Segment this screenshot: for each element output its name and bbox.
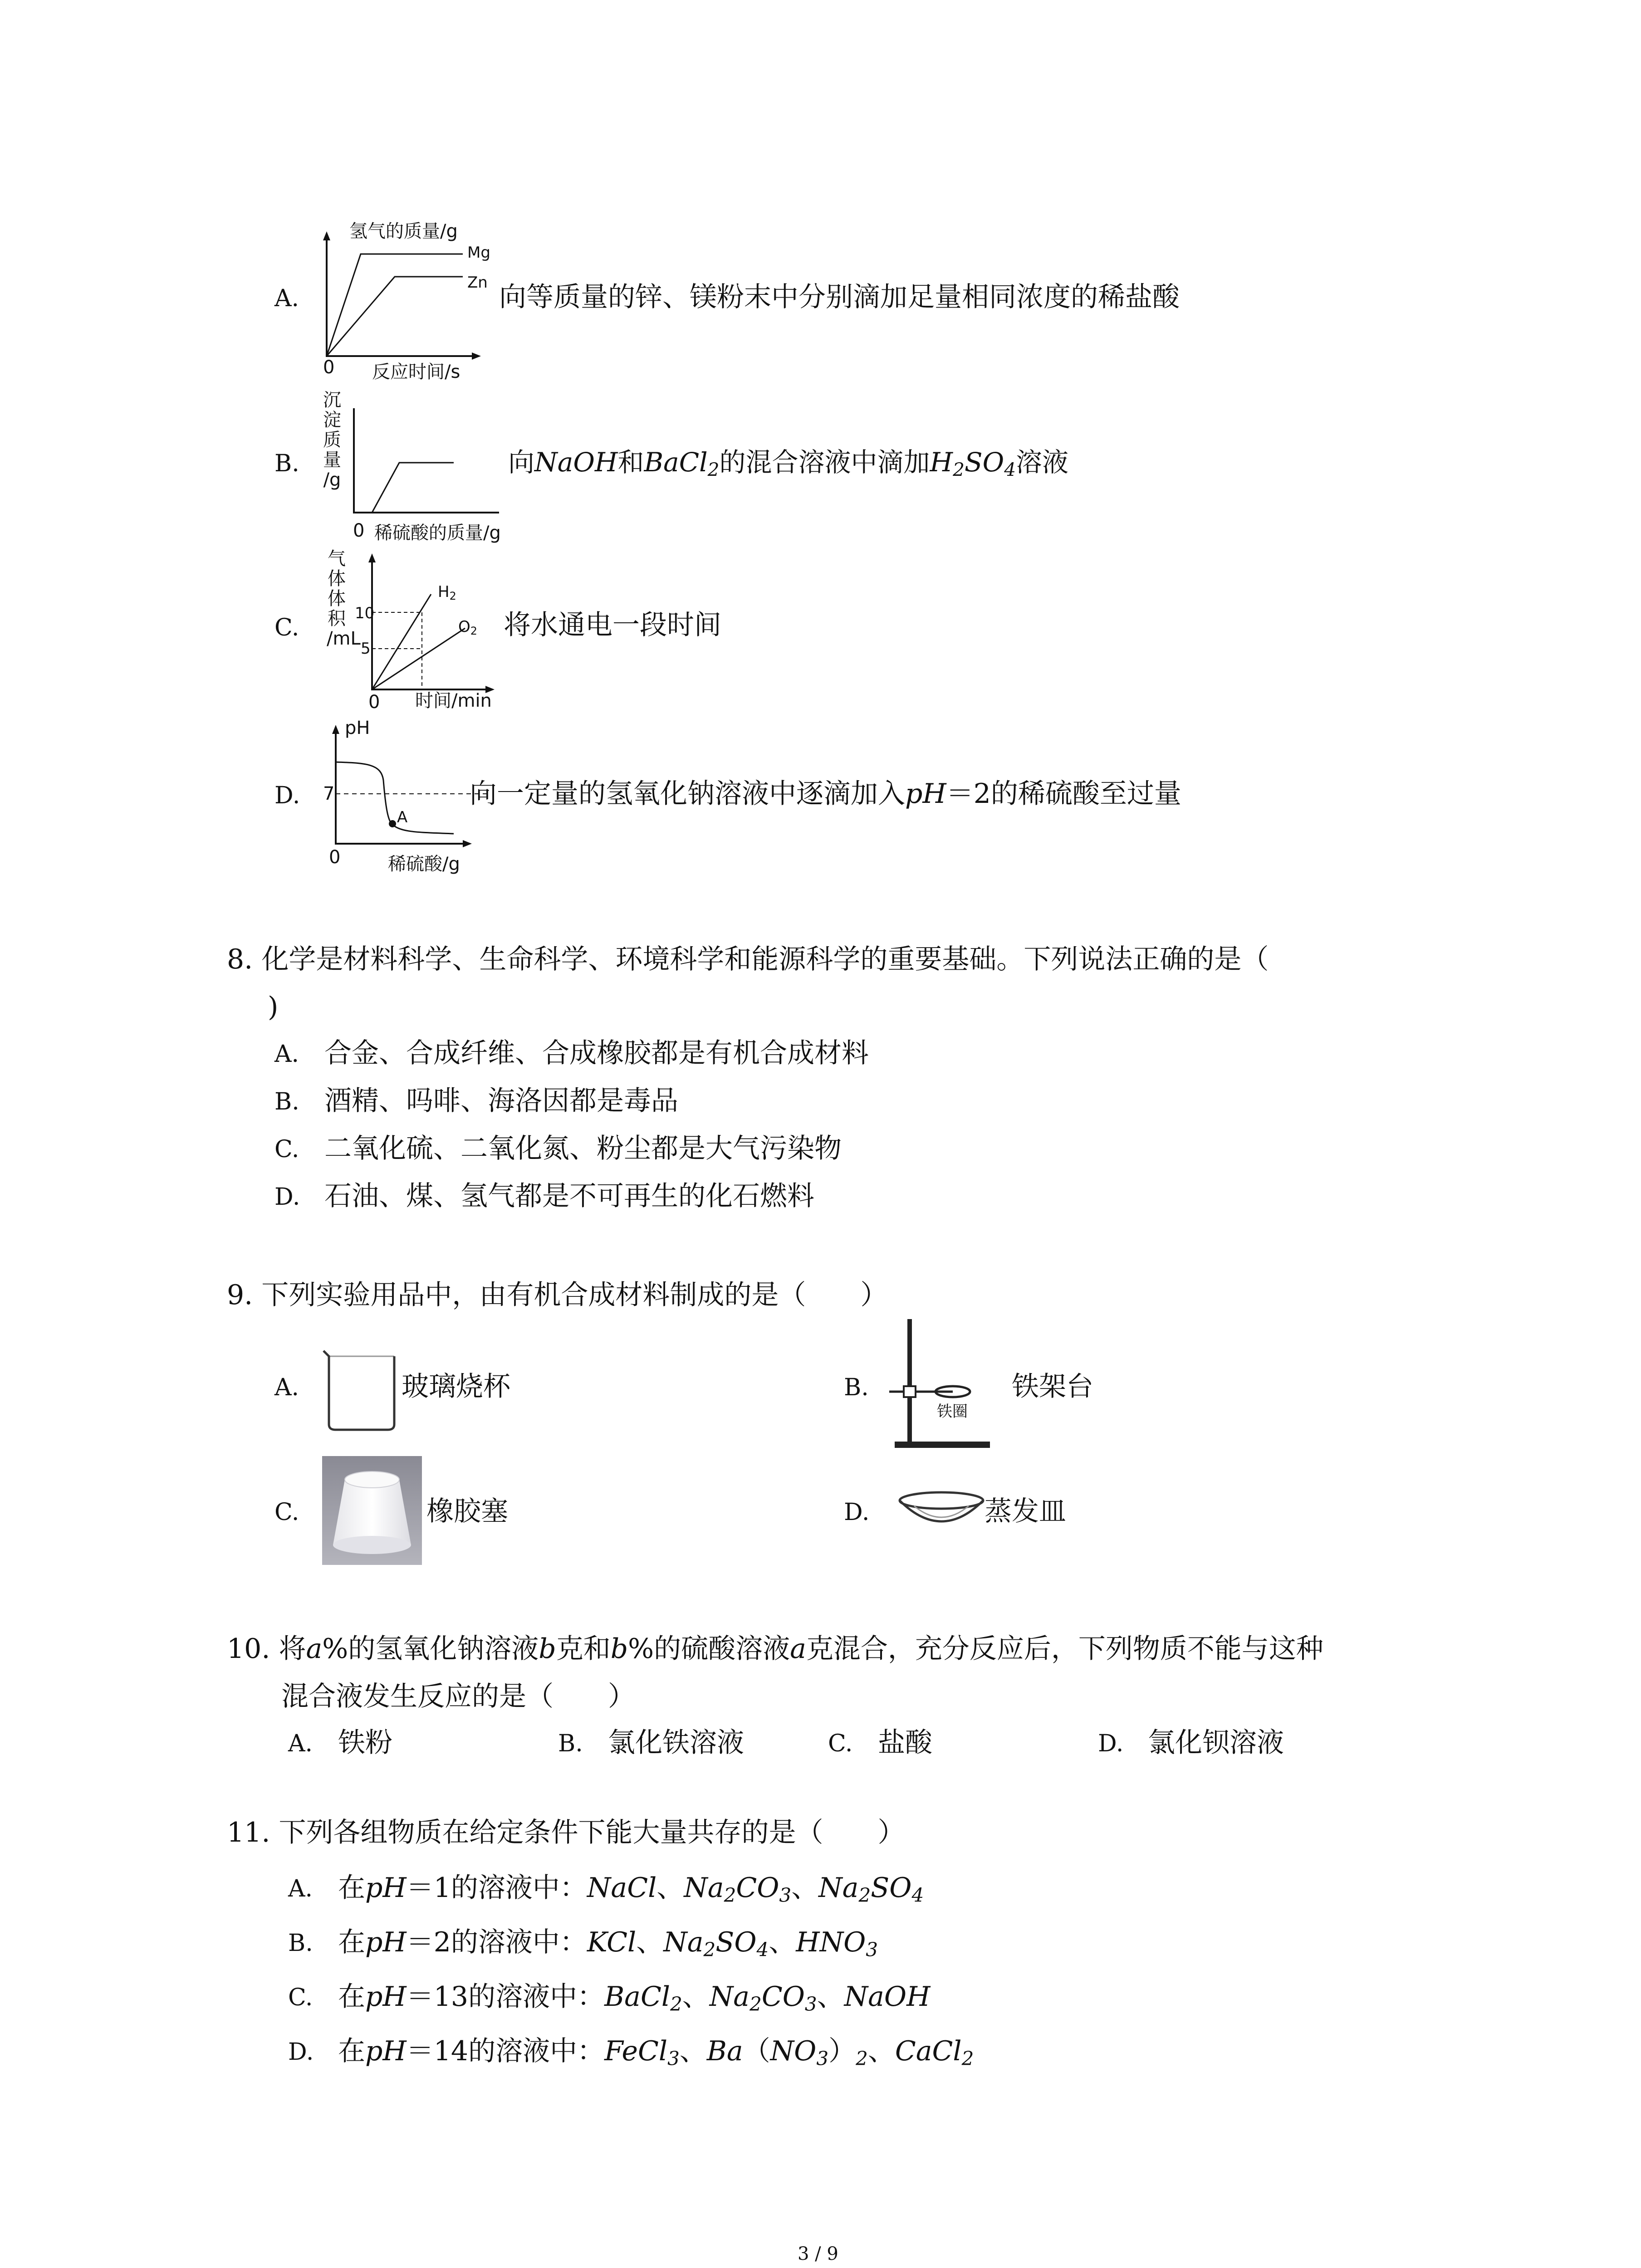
q10-a-letter: A.	[288, 1730, 313, 1757]
q7-c-tick10: 10	[355, 604, 375, 622]
mg-line	[327, 254, 463, 356]
rubber-stopper-icon	[322, 1456, 422, 1565]
q10-b-text: 氯化铁溶液	[608, 1727, 744, 1759]
q10-b-letter: B.	[558, 1730, 583, 1757]
evaporating-dish-icon	[896, 1488, 987, 1538]
q8-c-text: 二氧化硫、二氧化氮、粉尘都是大气污染物	[324, 1133, 842, 1164]
q7-a-ylabel: 氢气的质量/g	[349, 221, 458, 242]
q9-c-letter: C.	[274, 1499, 299, 1526]
q7-c-letter: C.	[274, 614, 299, 641]
q7-b-ylabel: 沉 淀 质 量 /g	[323, 390, 341, 490]
q9-a-letter: A.	[274, 1374, 299, 1401]
q11-a-letter: A.	[288, 1875, 313, 1902]
q7-d-tick7: 7	[323, 783, 335, 804]
q8-a-text: 合金、合成纤维、合成橡胶都是有机合成材料	[324, 1037, 869, 1069]
q7-b-origin: 0	[353, 520, 365, 541]
q7-c-tick5: 5	[361, 640, 371, 658]
q9-d-text: 蒸发皿	[985, 1496, 1066, 1527]
q7-d-desc: 向一定量的氢氧化钠溶液中逐滴加入pH＝2的稀硫酸至过量	[470, 778, 1181, 810]
q8-a-letter: A.	[274, 1041, 299, 1068]
q7-c-origin: 0	[368, 692, 380, 713]
q7-d-xlabel: 稀硫酸/g	[388, 854, 460, 875]
q11-b-text: 在pH＝2的溶液中：KCl、$Na_2SO_4$、$HNO_3$	[338, 1926, 878, 1961]
q7-b-graph	[336, 390, 508, 526]
q7-d-ylabel: pH	[345, 718, 370, 738]
q7-c-ylabel: 气 体 体 积 /mL	[327, 548, 361, 649]
q7-d-origin: 0	[329, 847, 341, 868]
q8-b-letter: B.	[274, 1088, 299, 1115]
q8-c-letter: C.	[274, 1136, 299, 1163]
q11-c-letter: C.	[288, 1984, 313, 2011]
q9-a-text: 玻璃烧杯	[402, 1371, 510, 1403]
q11-d-text: 在pH＝14的溶液中：FeCl$_3$、$Ba(NO_3)_2$、CaCl$_2$	[338, 2035, 974, 2070]
q7-a-series-mg: Mg	[467, 244, 490, 262]
q11-b-letter: B.	[288, 1930, 313, 1957]
precipitate-line	[372, 463, 454, 513]
q8-stem: 8. 化学是材料科学、生命科学、环境科学和能源科学的重要基础。下列说法正确的是（	[227, 943, 1269, 975]
q11-c-text: 在pH＝13的溶液中：BaCl$_2$、$Na_2CO_3$、NaOH	[338, 1981, 931, 2015]
q7-d-point-label: A	[397, 808, 408, 826]
q7-c-series-o2: $O_2$	[458, 618, 477, 637]
q10-c-text: 盐酸	[878, 1727, 932, 1759]
q9-stem: 9. 下列实验用品中，由有机合成材料制成的是（ ）	[227, 1279, 888, 1311]
page-number: 3 / 9	[798, 2244, 838, 2264]
q7-b-letter: B.	[274, 450, 299, 477]
q9-b-letter: B.	[844, 1374, 869, 1401]
q8-stem-cont: )	[268, 991, 279, 1023]
q10-d-text: 氯化钡溶液	[1148, 1727, 1284, 1759]
o2-line	[372, 628, 465, 689]
q7-c-desc: 将水通电一段时间	[504, 609, 721, 641]
q10-a-text: 铁粉	[338, 1727, 392, 1759]
q10-c-letter: C.	[828, 1730, 853, 1757]
q7-a-xlabel: 反应时间/s	[372, 362, 460, 382]
q9-c-text: 橡胶塞	[426, 1496, 508, 1527]
q7-c-series-h2: $H_2$	[438, 583, 456, 602]
q10-stem-cont: 混合液发生反应的是（ ）	[281, 1681, 635, 1712]
zn-line	[327, 277, 463, 356]
h2-line	[372, 594, 431, 689]
q7-c-graph	[354, 549, 504, 699]
q7-b-xlabel: 稀硫酸的质量/g	[374, 523, 501, 543]
q7-a-origin: 0	[323, 357, 335, 378]
q9-d-letter: D.	[844, 1499, 870, 1526]
q9-b-text: 铁架台	[1012, 1371, 1093, 1403]
q9-b-ring-label: 铁圈	[937, 1403, 968, 1421]
point-a	[389, 820, 396, 827]
q10-d-letter: D.	[1098, 1730, 1124, 1757]
q7-a-desc: 向等质量的锌、镁粉末中分别滴加足量相同浓度的稀盐酸	[499, 281, 1180, 313]
q8-b-text: 酒精、吗啡、海洛因都是毒品	[324, 1085, 678, 1117]
q7-a-letter: A.	[274, 285, 299, 312]
iron-stand-icon	[889, 1315, 998, 1456]
q10-stem: 10. 将a%的氢氧化钠溶液b克和b%的硫酸溶液a克混合，充分反应后，下列物质不能与这种	[227, 1633, 1323, 1665]
q11-d-letter: D.	[288, 2038, 314, 2066]
q7-b-desc: 向NaOH和BaCl$_2$的混合溶液中滴加$H_2SO_4$溶液	[508, 447, 1069, 481]
q11-stem: 11. 下列各组物质在给定条件下能大量共存的是（ ）	[227, 1817, 905, 1848]
q7-c-xlabel: 时间/min	[415, 690, 492, 711]
q7-d-letter: D.	[274, 782, 300, 809]
beaker-icon	[320, 1347, 402, 1433]
q8-d-letter: D.	[274, 1183, 300, 1211]
q8-d-text: 石油、煤、氢气都是不可再生的化石燃料	[324, 1180, 814, 1212]
q11-a-text: 在pH＝1的溶液中：NaCl、$Na_2CO_3$、$Na_2SO_4$	[338, 1872, 924, 1906]
q7-a-series-zn: Zn	[467, 274, 488, 292]
